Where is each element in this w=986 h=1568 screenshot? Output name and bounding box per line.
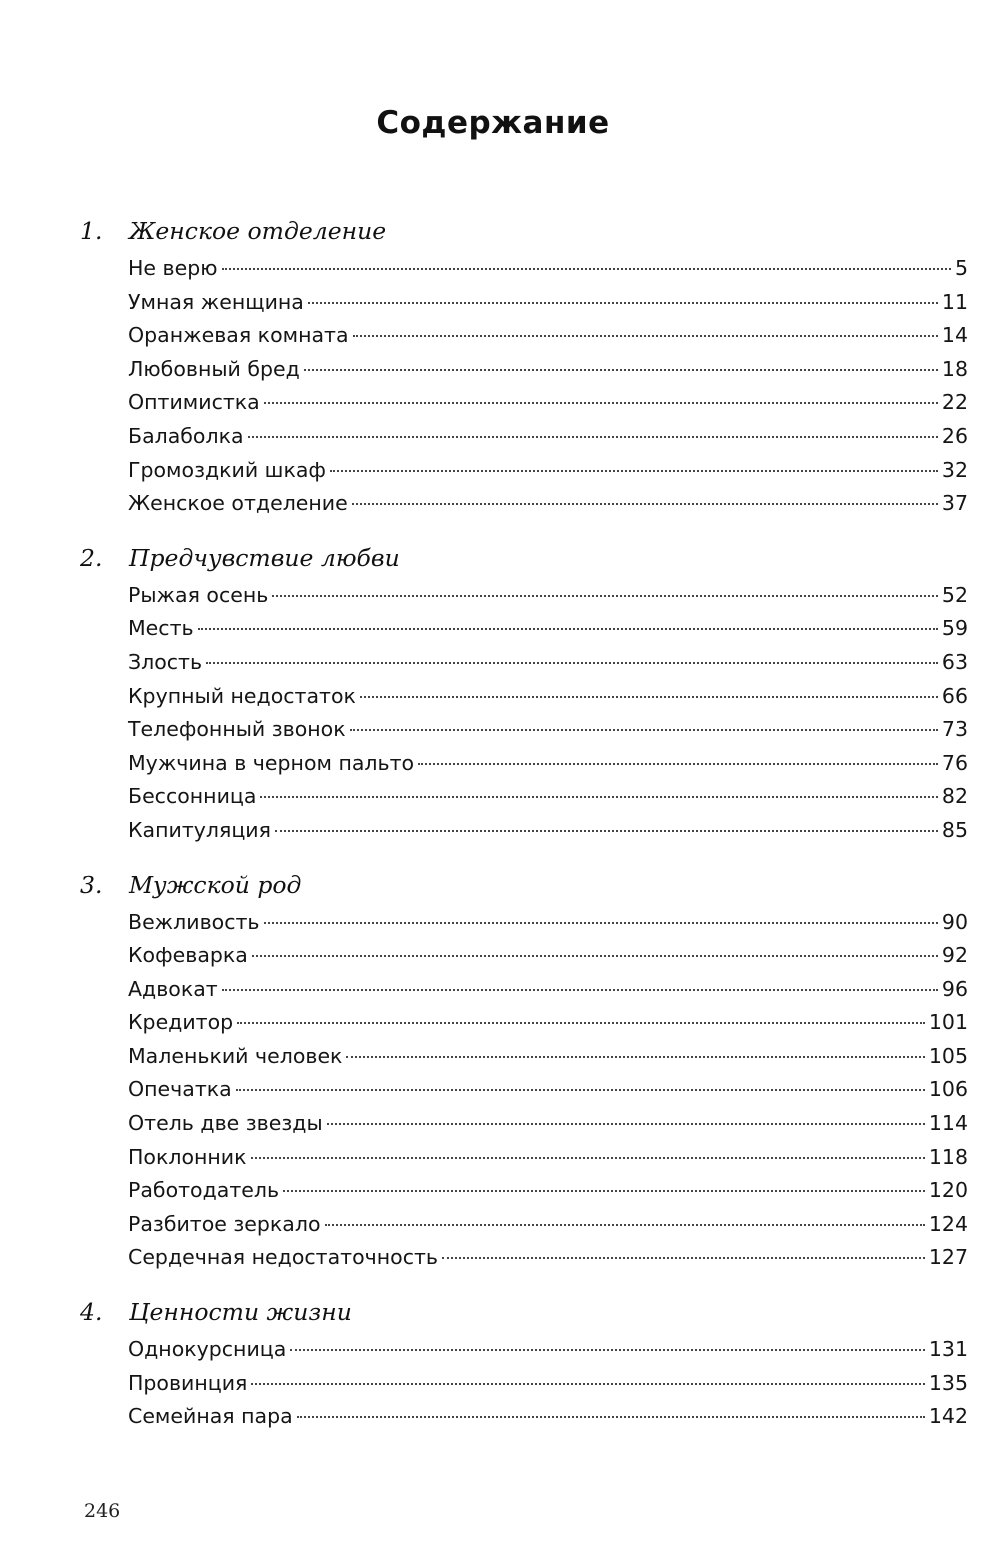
section-number: 3.: [80, 870, 103, 899]
toc-entry-page: 76: [941, 750, 968, 775]
toc-entry: [128, 353, 968, 387]
dot-leader: [297, 1416, 925, 1418]
toc-entry-title: Поклонник: [128, 1144, 247, 1169]
toc-entry-title: Крупный недостаток: [128, 683, 356, 708]
toc-entry: [128, 1107, 968, 1141]
dot-leader: [360, 696, 938, 698]
toc-entries: [80, 906, 968, 1276]
section-heading: [80, 864, 968, 906]
toc-entry-title: Любовный бред: [128, 356, 300, 381]
page-number: 246: [84, 1500, 121, 1522]
toc-entry: [128, 487, 968, 521]
toc-entry-page: 105: [928, 1043, 968, 1068]
dot-leader: [275, 830, 938, 832]
section-heading: [80, 210, 968, 252]
toc-entry: [128, 814, 968, 848]
toc-entry: [128, 747, 968, 781]
toc-entry-page: 37: [941, 491, 968, 516]
toc-entry-page: 142: [928, 1404, 968, 1429]
toc-entry-page: 118: [928, 1144, 968, 1169]
toc-entry-title: Адвокат: [128, 976, 218, 1001]
toc-entry: [128, 1040, 968, 1074]
toc-entry-title: Оранжевая комната: [128, 323, 349, 348]
dot-leader: [418, 763, 938, 765]
toc-entry: [128, 1241, 968, 1275]
toc-entry-page: 11: [941, 289, 968, 314]
toc-entry-page: 59: [941, 616, 968, 641]
dot-leader: [283, 1190, 925, 1192]
section-title: Женское отделение: [129, 217, 387, 245]
toc-entry-page: 124: [928, 1211, 968, 1236]
toc-entry-title: Опечатка: [128, 1077, 232, 1102]
toc-entry-page: 14: [941, 323, 968, 348]
toc-entry-title: Кофеварка: [128, 943, 248, 968]
toc-entry: [128, 906, 968, 940]
toc-entry-page: 135: [928, 1370, 968, 1395]
dot-leader: [222, 268, 951, 270]
toc-entry-page: 96: [941, 976, 968, 1001]
toc-entry-title: Умная женщина: [128, 289, 304, 314]
dot-leader: [248, 436, 938, 438]
toc-entry-page: 5: [954, 256, 968, 280]
toc-entry-page: 131: [928, 1337, 968, 1362]
dot-leader: [442, 1257, 925, 1259]
toc-entry: [128, 1400, 968, 1434]
toc-entry-title: Однокурсница: [128, 1337, 287, 1362]
toc-entry: [128, 939, 968, 973]
dot-leader: [251, 1383, 924, 1385]
toc-entry: [128, 386, 968, 420]
toc-entry-title: Семейная пара: [128, 1404, 293, 1429]
toc-entry-page: 73: [941, 717, 968, 742]
dot-leader: [352, 503, 938, 505]
toc-entry-title: Разбитое зеркало: [128, 1211, 321, 1236]
toc-entry-page: 66: [941, 683, 968, 708]
toc-entry-title: Мужчина в черном пальто: [128, 750, 415, 775]
dot-leader: [327, 1123, 925, 1125]
toc-entry-title: Рыжая осень: [128, 582, 269, 607]
toc-entry-title: Оптимистка: [128, 390, 260, 415]
toc-entry-page: 127: [928, 1245, 968, 1270]
toc-entry: [128, 646, 968, 680]
toc-entry-title: Громоздкий шкаф: [128, 457, 326, 482]
dot-leader: [330, 470, 938, 472]
toc-entry-page: 101: [928, 1010, 968, 1035]
toc-entries: [80, 252, 968, 521]
toc-entry: [128, 612, 968, 646]
dot-leader: [264, 402, 938, 404]
toc-entry-page: 106: [928, 1077, 968, 1102]
toc-entry-page: 120: [928, 1178, 968, 1203]
toc-entry-page: 82: [941, 784, 968, 809]
toc-entry: [128, 1367, 968, 1401]
dot-leader: [308, 302, 938, 304]
toc-entry: [128, 1141, 968, 1175]
toc-entry: [128, 579, 968, 613]
section-heading: [80, 1291, 968, 1333]
toc-entries: [80, 579, 968, 848]
toc-entry-title: Капитуляция: [128, 817, 271, 842]
section-title: Ценности жизни: [129, 1298, 352, 1327]
dot-leader: [264, 922, 938, 924]
dot-leader: [346, 1056, 924, 1058]
dot-leader: [272, 595, 938, 597]
dot-leader: [198, 628, 938, 630]
dot-leader: [206, 662, 938, 664]
toc-entry: [128, 1208, 968, 1242]
toc-entry-title: Кредитор: [128, 1010, 234, 1035]
dot-leader: [290, 1349, 925, 1351]
dot-leader: [350, 729, 938, 731]
toc-entry: [128, 454, 968, 488]
toc-entry-page: 114: [928, 1111, 968, 1136]
toc-entry: [128, 713, 968, 747]
toc-entry-title: Отель две звезды: [128, 1111, 323, 1136]
toc-entry-title: Телефонный звонок: [128, 717, 346, 742]
toc-entry-page: 85: [941, 817, 968, 842]
toc-entry-title: Злость: [128, 649, 203, 674]
section-heading: [80, 537, 968, 579]
toc-entry-title: Балаболка: [128, 423, 244, 448]
dot-leader: [260, 796, 938, 798]
toc-section: [80, 210, 968, 521]
toc-entry: [128, 286, 968, 320]
section-number: 4.: [80, 1298, 103, 1327]
toc-entry-title: Женское отделение: [128, 491, 348, 516]
toc-entry: [128, 1174, 968, 1208]
dot-leader: [252, 955, 938, 957]
toc-entry-title: Работодатель: [128, 1178, 280, 1203]
toc-entry-page: 52: [941, 582, 968, 607]
toc-entry: [128, 1333, 968, 1367]
toc-entry: [128, 1006, 968, 1040]
toc-entries: [80, 1333, 968, 1434]
toc-section: [80, 1291, 968, 1434]
section-title: Мужской род: [129, 870, 302, 899]
toc-section: [80, 864, 968, 1276]
toc-entry: [128, 973, 968, 1007]
toc-entry: [128, 1073, 968, 1107]
toc-entry-title: Сердечная недостаточность: [128, 1245, 438, 1270]
section-number: 2.: [80, 543, 103, 572]
toc-entry: [128, 420, 968, 454]
toc-entry-page: 90: [941, 909, 968, 934]
toc-entry-page: 26: [941, 423, 968, 448]
section-number: 1.: [80, 217, 103, 245]
toc-entry-title: Бессонница: [128, 784, 257, 809]
dot-leader: [304, 369, 938, 371]
page-title: Содержание: [376, 104, 610, 141]
toc-entry-title: Провинция: [128, 1370, 248, 1395]
toc-entry-page: 18: [941, 356, 968, 381]
table-of-contents: [80, 210, 968, 1434]
toc-entry-title: Месть: [128, 616, 194, 641]
toc-entry: [128, 319, 968, 353]
toc-entry-page: 63: [941, 649, 968, 674]
toc-entry: [128, 680, 968, 714]
toc-entry-title: Не верю: [128, 256, 218, 280]
dot-leader: [325, 1224, 925, 1226]
toc-entry-title: Вежливость: [128, 909, 260, 934]
toc-entry: [128, 252, 968, 286]
toc-entry-page: 22: [941, 390, 968, 415]
toc-entry-page: 32: [941, 457, 968, 482]
toc-entry-page: 92: [941, 943, 968, 968]
dot-leader: [222, 989, 938, 991]
dot-leader: [353, 335, 938, 337]
section-title: Предчувствие любви: [129, 543, 400, 572]
toc-entry-title: Маленький человек: [128, 1043, 343, 1068]
dot-leader: [236, 1089, 925, 1091]
toc-entry: [128, 780, 968, 814]
dot-leader: [237, 1022, 925, 1024]
dot-leader: [251, 1157, 925, 1159]
toc-section: [80, 537, 968, 848]
